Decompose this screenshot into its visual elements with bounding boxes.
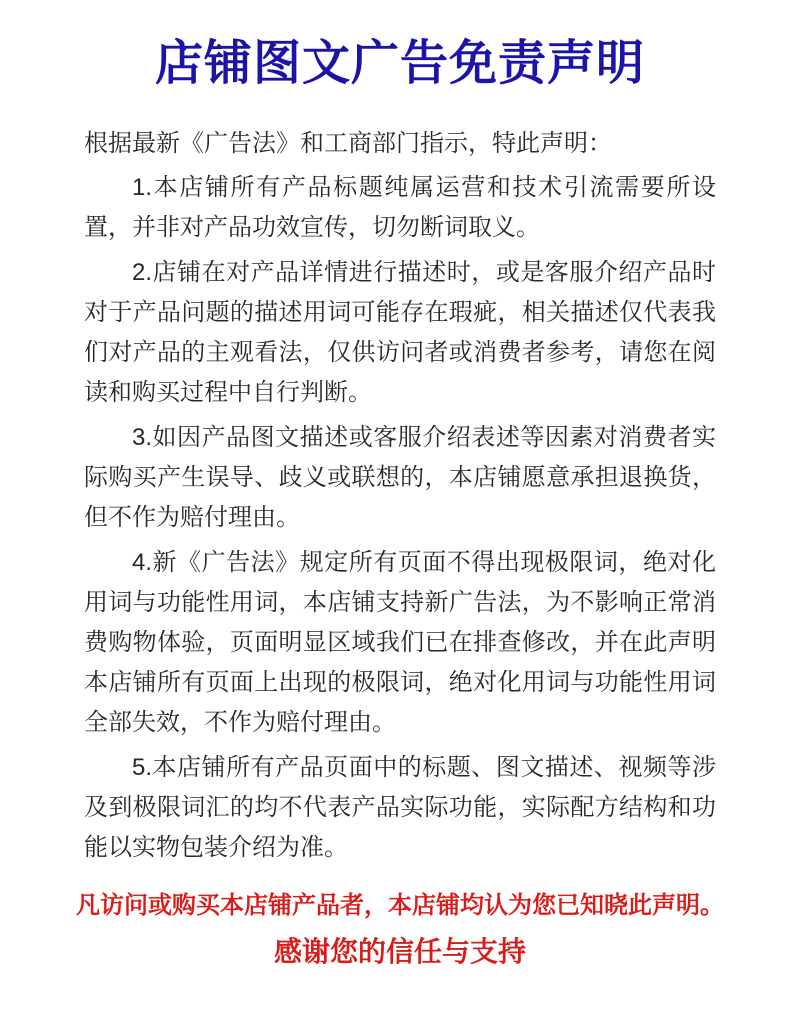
clause-3: 3.如因产品图文描述或客服介绍表述等因素对消费者实际购买产生误导、歧义或联想的，本店铺愿意承担退换货，但不作为赔付理由。	[84, 424, 716, 531]
intro-statement: 根据最新《广告法》和工商部门指示，特此声明：	[84, 130, 612, 157]
disclaimer-body	[84, 124, 716, 868]
clause-2: 2.店铺在对产品详情进行描述时，或是客服介绍产品时对于产品问题的描述用词可能存在瑕疵，相关描述仅代表我们对产品的主观看法，仅供访问者或消费者参考，请您在阅读和购买过程中自行判断。	[84, 259, 716, 406]
clause-5: 5.本店铺所有产品页面中的标题、图文描述、视频等涉及到极限词汇的均不代表产品实际功能，实际配方结构和功能以实物包装介绍为准。	[84, 754, 716, 861]
notice-block	[40, 886, 760, 974]
notice-thanks: 感谢您的信任与支持	[273, 936, 526, 967]
notice-acknowledgement: 凡访问或购买本店铺产品者，本店铺均认为您已知晓此声明。	[76, 892, 724, 919]
page-title: 店铺图文广告免责声明	[154, 37, 645, 90]
clause-1: 1.本店铺所有产品标题纯属运营和技术引流需要所设置，并非对产品功效宣传，切勿断词取义。	[84, 174, 716, 241]
clause-4: 4.新《广告法》规定所有页面不得出现极限词，绝对化用词与功能性用词，本店铺支持新广告法，为不影响正常消费购物体验，页面明显区域我们已在排查修改，并在此声明本店铺所有页面上出现的极限词，绝对化用词与功能性用词全部失效，不作为赔付理由。	[84, 549, 716, 736]
